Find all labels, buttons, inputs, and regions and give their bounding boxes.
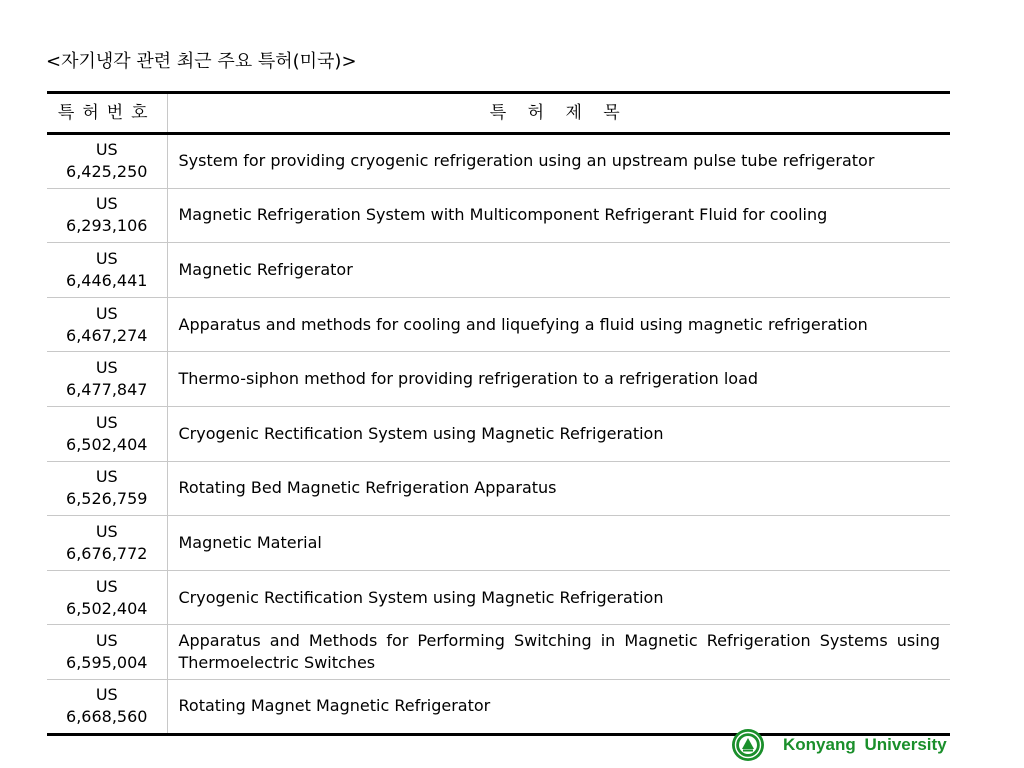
patent-number-cell <box>47 570 167 625</box>
table-row <box>47 406 950 461</box>
patent-rows <box>47 134 950 735</box>
patent-country: US <box>95 358 118 378</box>
patent-number: 6,293,106 <box>66 216 148 236</box>
patent-number-cell <box>47 134 167 189</box>
footer <box>731 728 947 762</box>
patent-title: Magnetic Refrigerator <box>167 243 950 298</box>
patent-country: US <box>95 194 118 214</box>
patent-country: US <box>95 140 118 160</box>
table-row <box>47 461 950 516</box>
patent-country: US <box>95 576 118 596</box>
patent-number: 6,425,250 <box>66 162 148 182</box>
table-row <box>47 134 950 189</box>
table-row <box>47 243 950 298</box>
patent-title: Magnetic Material <box>167 516 950 571</box>
patent-number-cell <box>47 243 167 298</box>
header-patent-title: 특 허 제 목 <box>167 93 950 134</box>
patent-number: 6,467,274 <box>66 325 148 345</box>
patent-country: US <box>95 685 118 705</box>
patent-title: Thermo-siphon method for providing refrigeration to a refrigeration load <box>167 352 950 407</box>
patent-number-cell <box>47 461 167 516</box>
patent-number-cell <box>47 188 167 243</box>
patent-number-cell <box>47 516 167 571</box>
patent-title: Apparatus and Methods for Performing Switching in Magnetic Refrigeration Systems using Thermoelectric Switches <box>167 625 950 680</box>
patent-country: US <box>95 467 118 487</box>
patent-country: US <box>95 631 118 651</box>
patent-country: US <box>95 412 118 432</box>
patent-number: 6,526,759 <box>66 489 148 509</box>
patent-number: 6,502,404 <box>66 434 148 454</box>
patent-number: 6,446,441 <box>66 270 148 290</box>
slide-title: <자기냉각 관련 최근 주요 특허(미국)> <box>46 51 357 72</box>
university-name: Konyang University <box>783 735 947 754</box>
patent-title: System for providing cryogenic refrigeration using an upstream pulse tube refrigerator <box>167 134 950 189</box>
patent-number: 6,668,560 <box>66 707 148 727</box>
patent-title: Cryogenic Rectification System using Magnetic Refrigeration <box>167 406 950 461</box>
table-row <box>47 297 950 352</box>
header-patent-number: 특허번호 <box>47 93 167 134</box>
university-seal-icon <box>731 728 765 762</box>
patent-number: 6,676,772 <box>66 543 148 563</box>
table-row <box>47 188 950 243</box>
patent-country: US <box>95 521 118 541</box>
patent-number: 6,477,847 <box>66 380 148 400</box>
table-header-row <box>47 93 950 134</box>
patent-number-cell <box>47 406 167 461</box>
patent-number: 6,502,404 <box>66 598 148 618</box>
patent-number-cell <box>47 352 167 407</box>
table-row <box>47 679 950 734</box>
table-row <box>47 570 950 625</box>
patent-number-cell <box>47 297 167 352</box>
patent-title: Cryogenic Rectification System using Magnetic Refrigeration <box>167 570 950 625</box>
patent-number-cell <box>47 679 167 734</box>
patent-title: Apparatus and methods for cooling and liquefying a fluid using magnetic refrigeration <box>167 297 950 352</box>
patent-title: Rotating Bed Magnetic Refrigeration Apparatus <box>167 461 950 516</box>
patent-country: US <box>95 303 118 323</box>
patent-number: 6,595,004 <box>66 653 148 673</box>
patent-table <box>47 91 950 736</box>
table-row <box>47 625 950 680</box>
table-row <box>47 352 950 407</box>
patent-title: Rotating Magnet Magnetic Refrigerator <box>178 696 491 716</box>
patent-country: US <box>95 248 118 268</box>
patent-number-cell <box>47 625 167 680</box>
patent-title: Magnetic Refrigeration System with Multicomponent Refrigerant Fluid for cooling <box>167 188 950 243</box>
table-row <box>47 516 950 571</box>
